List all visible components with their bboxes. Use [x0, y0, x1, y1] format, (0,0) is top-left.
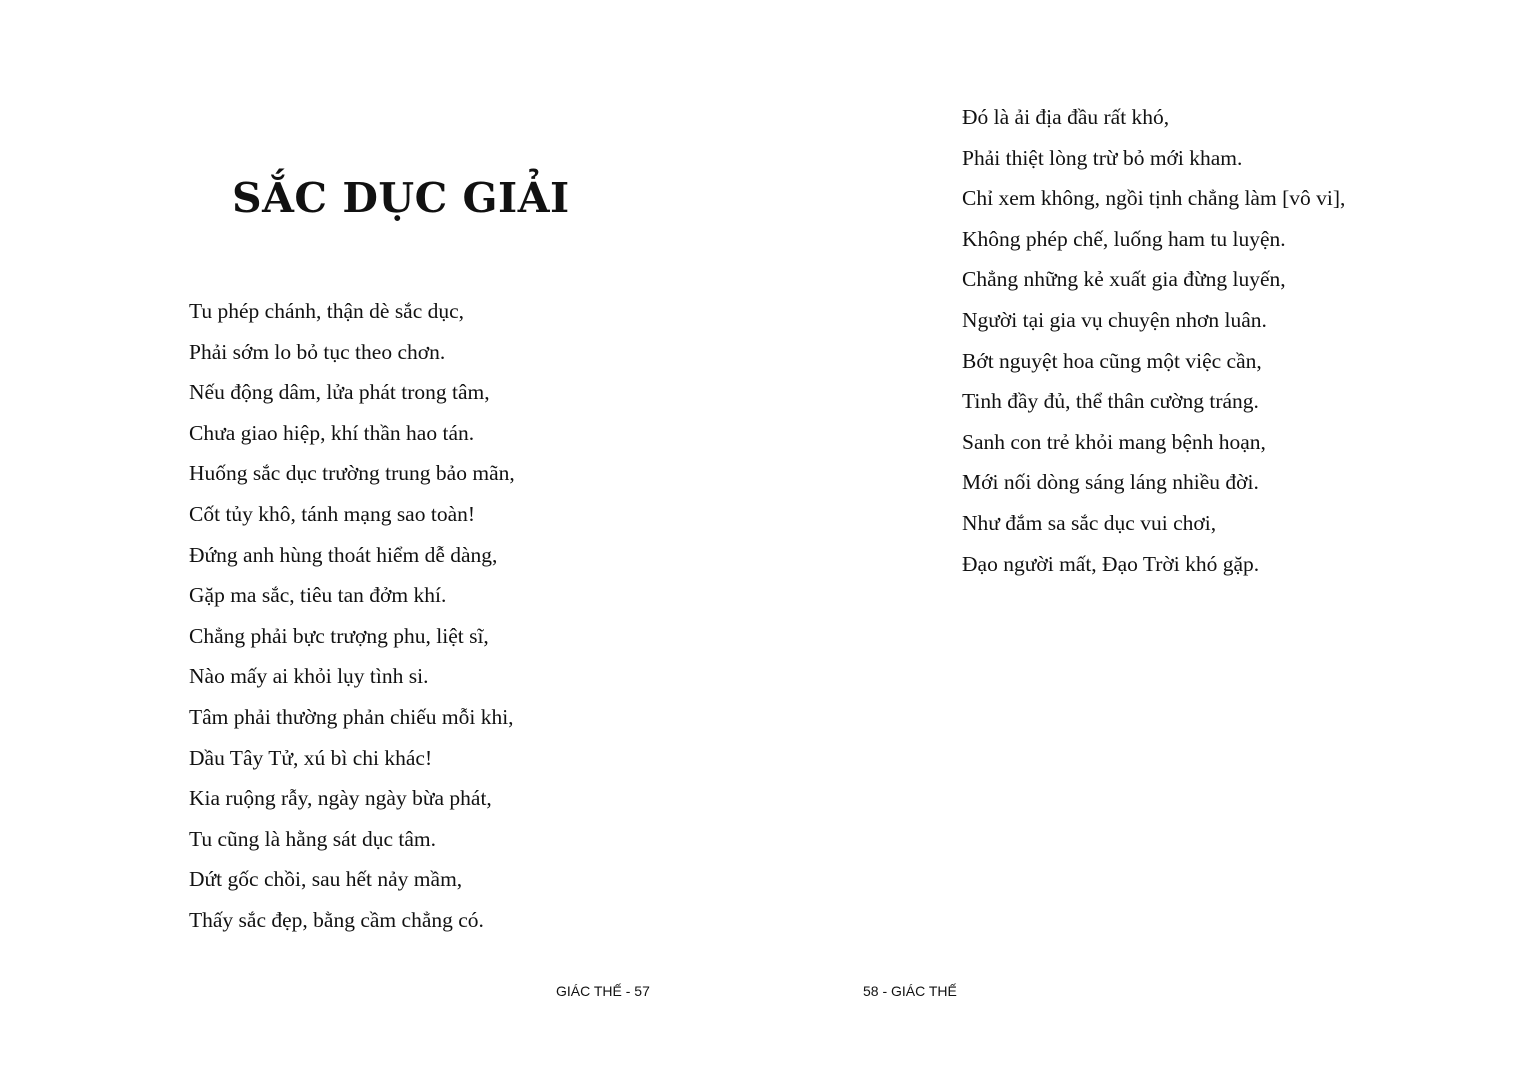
verse-line: Đạo người mất, Đạo Trời khó gặp. — [962, 551, 1260, 576]
verse-line: Chỉ xem không, ngồi tịnh chẳng làm [vô vi], — [962, 186, 1346, 211]
verse-line: Chưa giao hiệp, khí thần hao tán. — [189, 420, 475, 445]
verse-line: Gặp ma sắc, tiêu tan đởm khí. — [189, 583, 447, 608]
verse-line: Tu cũng là hằng sát dục tâm. — [189, 826, 437, 851]
verse-line: Bớt nguyệt hoa cũng một việc cần, — [962, 348, 1262, 373]
verse-line: Phải sớm lo bỏ tục theo chơn. — [189, 339, 446, 364]
verse-line: Dứt gốc chồi, sau hết nảy mầm, — [189, 867, 463, 892]
verse-line: Đứng anh hùng thoát hiểm dễ dàng, — [189, 542, 498, 567]
verse-line: Dầu Tây Tử, xú bì chi khác! — [189, 745, 433, 770]
left-verse — [189, 291, 515, 941]
verse-line: Sanh con trẻ khỏi mang bệnh hoạn, — [962, 429, 1266, 454]
verse-line: Kia ruộng rẫy, ngày ngày bừa phát, — [189, 786, 492, 811]
verse-line: Nếu động dâm, lửa phát trong tâm, — [189, 380, 490, 405]
verse-line: Chẳng những kẻ xuất gia đừng luyến, — [962, 267, 1286, 292]
verse-line: Cốt tủy khô, tánh mạng sao toàn! — [189, 501, 476, 526]
page-title: SẮC DỤC GIẢI — [232, 174, 570, 222]
verse-line: Không phép chế, luống ham tu luyện. — [962, 226, 1286, 251]
verse-line: Tinh đầy đủ, thể thân cường tráng. — [962, 389, 1259, 414]
verse-line: Chẳng phải bực trượng phu, liệt sĩ, — [189, 623, 489, 648]
page-footer-right: 58 - GIÁC THẾ — [863, 983, 957, 999]
verse-line: Thấy sắc đẹp, bằng cầm chẳng có. — [189, 907, 484, 932]
verse-line: Phải thiệt lòng trừ bỏ mới kham. — [962, 145, 1243, 170]
verse-line: Người tại gia vụ chuyện nhơn luân. — [962, 307, 1267, 332]
verse-line: Mới nối dòng sáng láng nhiều đời. — [962, 470, 1259, 495]
verse-line: Đó là ải địa đầu rất khó, — [962, 105, 1170, 129]
verse-line: Nào mấy ai khỏi lụy tình si. — [189, 664, 429, 689]
verse-line: Như đắm sa sắc dục vui chơi, — [962, 510, 1217, 535]
verse-line: Huống sắc dục trường trung bảo mãn, — [189, 461, 515, 486]
verse-line: Tâm phải thường phản chiếu mỗi khi, — [189, 704, 514, 729]
right-verse — [962, 97, 1345, 584]
page-footer-left: GIÁC THẾ - 57 — [556, 983, 650, 999]
verse-line: Tu phép chánh, thận dè sắc dục, — [189, 299, 465, 323]
